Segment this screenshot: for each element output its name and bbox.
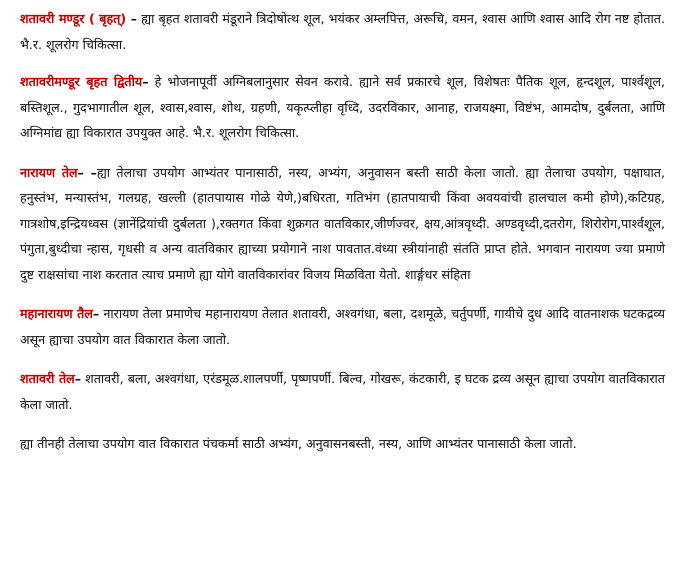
paragraph-text: ह्या तेलाचा उपयोग आभ्यंतर पानासाठी, नस्य, अभ्यंग, अनुवासन बस्ती साठी केला जातो. ह्या तेलाचा उपयोग, पक्षाघात, हनुस्तंभ, मन्यास्तंभ, गलग्रह, खल्ली (हातपायास गोळे येणे,)बधिरता, गतिभंग (हातपायाची किंवा अवयवांची हालचाल कमी होणे),कटिग्रह, गात्रशोष,इन्द्रियध्वस (ज्ञानेंद्रियांची दुर्बलता ),रक्तगत किंवा शुक्रगत वातविकार,जीर्णज्वर, क्षय,आंत्रवृध्दी. अण्डवृध्दी,दतरोग, शिरोरोग,पार्श्वशूल, पंगुता,बुध्दीचा न्हास, गृधसी व अन्य वातविकार ह्याच्या प्रयोगाने नाश पावतात.वंध्या स्त्रीयांनाही संतति प्राप्त होते. भगवान नारायण ज्या प्रमाणे दुष्ट राक्षसांचा नाश करतात त्याच प्रमाणे ह्या योगे वातविकारांवर विजय मिळविता येतो. शार्ङ्गधर संहिता [20,164,665,282]
heading-dash: – [126,11,137,26]
document-body [20,6,665,471]
paragraph-shatavari-mandur-dwitiya [20,69,665,146]
heading-dash: – – [77,164,97,180]
heading-narayan-tel: नारायण तेल [20,164,78,180]
paragraph-summary [20,431,665,457]
paragraph-shatavari-tel [20,366,665,417]
heading-dash: – [74,371,81,386]
paragraph-text: हे भोजनापूर्वी अग्निबलानुसार सेवन करावे. ह्याने सर्व प्रकारचे शूल, विशेषतः पैतिक शूल, हृन्दशूल, पार्श्वशूल, बस्तिशूल., गुदभागातील शूल, श्वास,श्वास, शोथ, ग्रहणी, यकृत्प्लीहा वृध्दि, उदरविकार, आनाह, राजयक्ष्मा, विष्टंभ, आमदोष, दुर्बलता, आणि अग्निमांद्य ह्या विकारात उपयुक्त आहे. भै.र. शूलरोग चिकित्सा. [20,74,665,140]
paragraph-shatavari-mandur-bruhat [20,6,665,57]
paragraph-text: ह्या तीनही तेलाचा उपयोग वात विकारात पंचकर्मा साठी अभ्यंग, अनुवासनबस्ती, नस्य, आणि आभ्यंतर पानासाठी केला जातो. [20,436,577,451]
heading-dash: – [92,306,100,321]
heading-shatavari-tel: शतावरी तेल [20,371,75,386]
paragraph-text: शतावरी, बला, अश्वगंधा, एरंडमूळ.शालपर्णी, पृष्णपर्णी. बिल्व, गोखरू, कंटकारी, इ घटक द्रव्य असून ह्याचा उपयोग वातविकारात केला जातो. [20,371,665,412]
heading-dash: – [142,74,149,89]
paragraph-text: ह्या बृहत शतावरी मंडूराने त्रिदोषोत्थ शूल, भयंकर अम्लपित्त, अरूचि, वमन, श्वास आणि श्वास आदि रोग नष्ट होतात. भै.र. शूलरोग चिकित्सा. [20,11,665,52]
heading-shatavari-mandur-dwitiya: शतावरीमण्डूर बृहत द्वितीय [20,74,143,89]
paragraph-text: नारायण तेला प्रमाणेच महानारायण तेलात शतावरी, अश्वगंधा, बला, दशमूळे, चर्तुपर्णी, गायीचे दुध आदि वातनाशक घटकद्रव्य असून ह्याचा उपयोग वात विकारात केला जातो. [20,306,665,347]
heading-shatavari-mandur-bruhat: शतावरी मण्डूर ( बृहत्) [20,11,127,26]
paragraph-narayan-tel [20,160,665,288]
heading-mahanarayan-tail: महानारायण तैल [20,306,93,321]
paragraph-mahanarayan-tail [20,301,665,352]
